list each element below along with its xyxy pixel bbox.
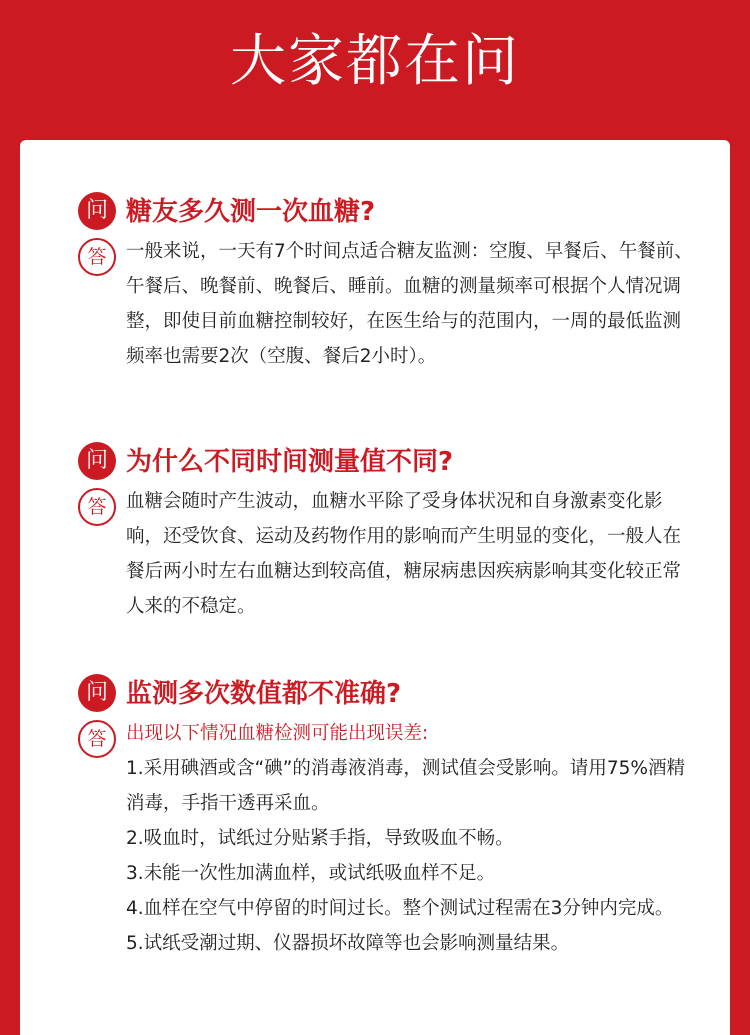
question-badge-icon: 问 <box>78 442 116 480</box>
answer-paragraph: 血糖会随时产生波动，血糖水平除了受身体状况和自身激素变化影响，还受饮食、运动及药物作用的影响而产生明显的变化，一般人在餐后两小时左右血糖达到较高值，糖尿病患因疾病影响其变化较正常人来的不稳定。 <box>126 491 682 617</box>
faq-card <box>20 140 730 1035</box>
answer-text <box>126 484 698 624</box>
answer-list-item: 5.试纸受潮过期、仪器损坏故障等也会影响测量结果。 <box>126 933 570 954</box>
question-badge-icon: 问 <box>78 192 116 230</box>
question-row <box>20 672 730 716</box>
question-badge-icon: 问 <box>78 674 116 712</box>
question-text: 为什么不同时间测量值不同? <box>126 447 454 477</box>
answer-row <box>20 234 730 374</box>
answer-row <box>20 484 730 624</box>
question-row <box>20 190 730 234</box>
answer-badge-icon: 答 <box>78 238 116 276</box>
answer-text <box>126 716 698 961</box>
question-text: 糖友多久测一次血糖? <box>126 197 376 227</box>
answer-badge-icon: 答 <box>78 488 116 526</box>
answer-list-item: 3.未能一次性加满血样，或试纸吸血样不足。 <box>126 863 496 884</box>
answer-text <box>126 234 698 374</box>
question-text: 监测多次数值都不准确? <box>126 679 402 709</box>
answer-row <box>20 716 730 961</box>
answer-lead: 出现以下情况血糖检测可能出现误差: <box>126 723 429 744</box>
faq-item-3 <box>20 672 730 961</box>
faq-item-2 <box>20 440 730 624</box>
answer-paragraph: 一般来说，一天有7个时间点适合糖友监测：空腹、早餐后、午餐前、午餐后、晚餐前、晚餐后、睡前。血糖的测量频率可根据个人情况调整，即使目前血糖控制较好，在医生给与的范围内，一周的最低监测频率也需要2次（空腹、餐后2小时）。 <box>126 241 693 367</box>
faq-item-1 <box>20 190 730 374</box>
answer-list-item: 2.吸血时，试纸过分贴紧手指，导致吸血不畅。 <box>126 828 514 849</box>
answer-badge-icon: 答 <box>78 720 116 758</box>
answer-list-item: 1.采用碘酒或含“碘”的消毒液消毒，测试值会受影响。请用75%酒精消毒，手指干透再采血。 <box>126 758 685 814</box>
question-row <box>20 440 730 484</box>
answer-list-item: 4.血样在空气中停留的时间过长。整个测试过程需在3分钟内完成。 <box>126 898 674 919</box>
page-title: 大家都在问 <box>230 29 520 94</box>
